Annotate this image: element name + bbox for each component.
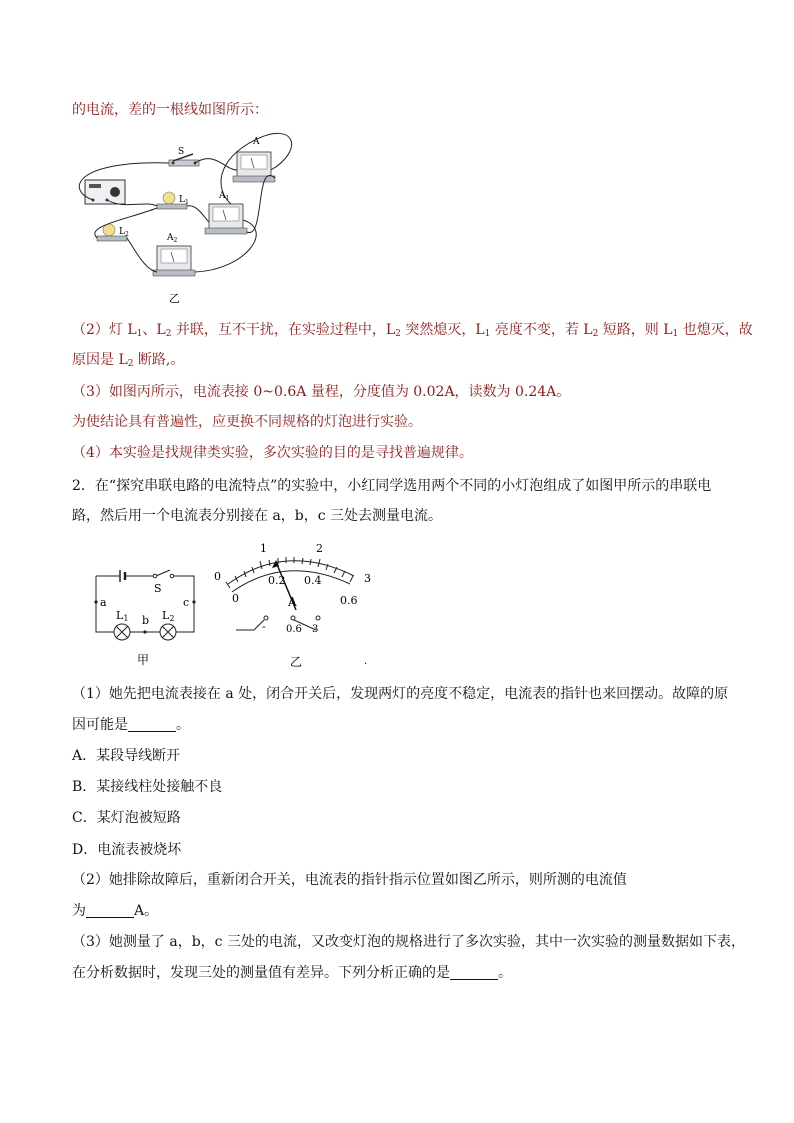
answer-2-line-2: 原因是 $L_2$ 断路,。 [72,352,185,369]
option-a: A．某段导线断开 [72,748,181,764]
figure-caption-top: 乙 [169,292,180,305]
ammeter-a2-icon [153,246,195,276]
terminal-06: 0.6 [286,624,302,635]
jia-point-a: a [100,596,107,609]
option-d: D．电流表被烧坏 [72,842,182,858]
q2-2-line-1: （2）她排除故障后，重新闭合开关，电流表的指针指示位置如图乙所示，则所测的电流值 [72,872,627,888]
parallel-circuit-figure [65,130,305,310]
q2-1-line-1: （1）她先把电流表接在 a 处，闭合开关后，发现两灯的亮度不稳定，电流表的指针也来回摆动。故障的原 [72,686,729,702]
lamp-l2-label: $L_2$ [119,227,129,238]
meter-dot: . [364,656,368,667]
outer-tick-2: 2 [316,542,323,555]
q2-2-line-2: 为 A。 [72,903,159,919]
series-circuit-figure [92,562,202,672]
answer-blank-2[interactable] [86,903,134,918]
option-b: B．某接线柱处接触不良 [72,779,223,795]
q2-3-line-1: （3）她测量了 a，b，c 三处的电流，又改变灯泡的规格进行了多次实验，其中一次实验的测量数据如下表， [72,934,745,950]
power-supply-icon [85,180,125,204]
ammeter-a-icon [233,152,275,182]
ammeter-dial-figure [206,538,376,678]
lamp-l1-label: $L_1$ [179,195,189,206]
minus-terminal: - [262,620,266,633]
jia-lamp-2: L2 [162,609,175,623]
answer-3: （3）如图丙所示，电流表接 0~0.6A 量程，分度值为 0.02A，读数为 0.24A。 [72,384,571,400]
jia-switch-label: S [154,582,162,595]
meter-caption: 乙 [290,655,303,669]
terminals [236,616,320,630]
inner-tick-02: 0.2 [268,574,286,587]
answer-blank-3[interactable] [450,965,498,980]
inner-tick-04: 0.4 [304,574,322,587]
answer-blank-1[interactable] [128,717,176,732]
q2-1-line-2: 因可能是 。 [72,717,190,733]
outer-tick-0: 0 [214,570,221,583]
question-2-line-1: 2．在“探究串联电路的电流特点”的实验中，小红同学选用两个不同的小灯泡组成了如图甲所示的串联电 [72,478,712,494]
terminal-3: 3 [312,624,319,635]
jia-caption: 甲 [137,653,150,667]
inner-tick-0: 0 [232,592,239,605]
ammeter-a1-label: $A_1$ [219,191,230,202]
q2-3-line-2: 在分析数据时，发现三处的测量值有差异。下列分析正确的是 。 [72,965,512,981]
outer-tick-3: 3 [364,572,371,585]
answer-3b: 为使结论具有普遍性，应更换不同规格的灯泡进行实验。 [72,414,422,430]
answer-2-line-1: （2）灯 $L_1$、$L_2$ 并联，互不干扰，在实验过程中，$L_2$ 突然熄灭，$L_1$ 亮度不变，若 $L_2$ 短路，则 $L_1$ 也熄灭，故 [72,322,753,339]
option-c: C．某灯泡被短路 [72,810,181,826]
outer-tick-1: 1 [260,542,267,555]
answer-4: （4）本实验是找规律类实验，多次实验的目的是寻找普遍规律。 [72,445,473,461]
question-2-line-2: 路，然后用一个电流表分别接在 a，b，c 三处去测量电流。 [72,508,443,524]
jia-point-c: c [183,596,190,609]
ammeter-a1-icon [205,204,247,234]
intro-line: 的电流，差的一根线如图所示： [72,102,268,118]
jia-point-b: b [142,614,150,627]
ammeter-a2-label: $A_2$ [167,233,178,244]
jia-lamp-1: L1 [116,609,129,623]
ammeter-a-label: A [253,137,260,147]
unit-label: A [288,595,297,609]
switch-label: S [178,147,185,157]
inner-tick-06: 0.6 [340,594,358,607]
